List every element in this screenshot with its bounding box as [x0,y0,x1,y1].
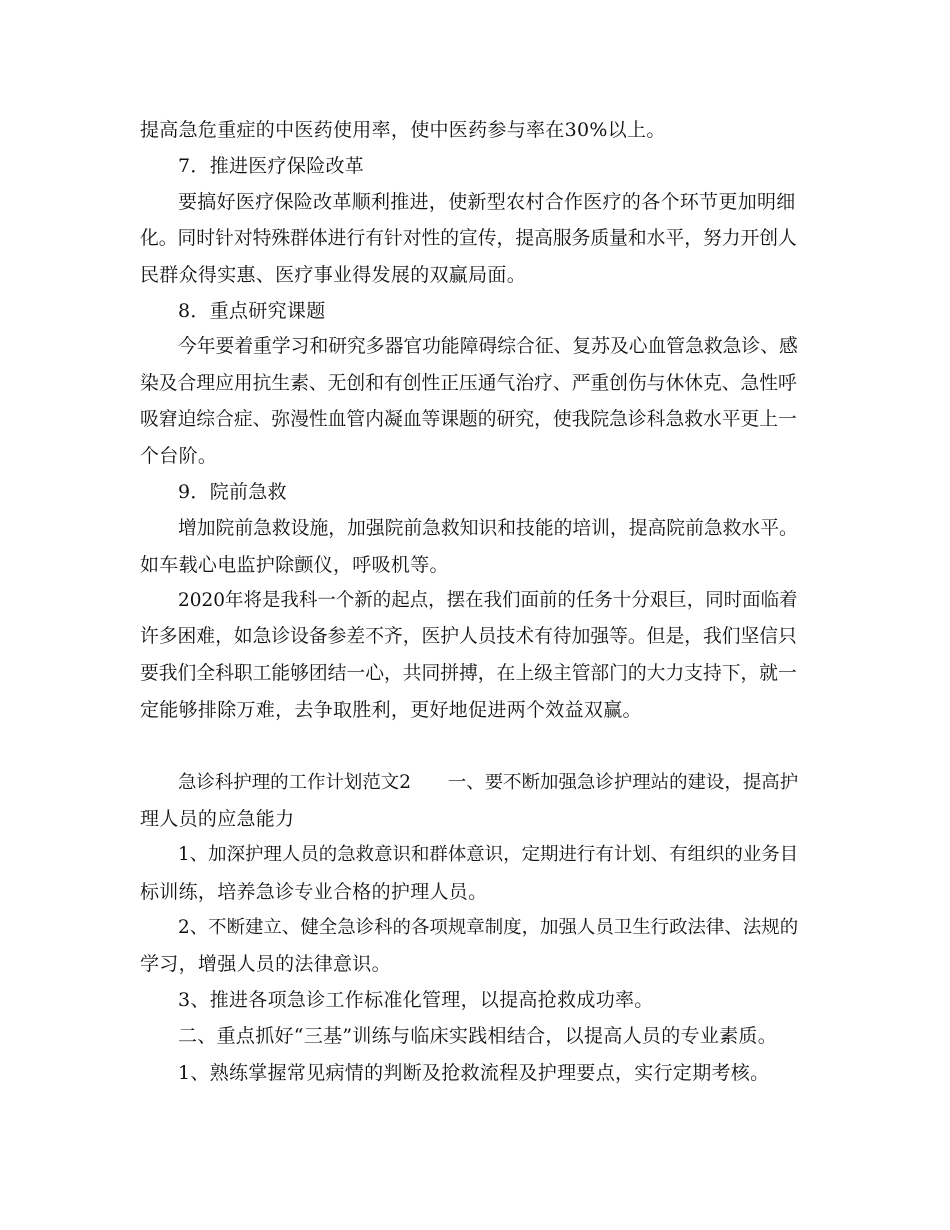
text-line: 化。同时针对特殊群体进行有针对性的宣传，提高服务质量和水平，努力开创人 [140,228,797,249]
text-line: 二、重点抓好“三基”训练与临床实践相结合，以提高人员的专业素质。 [178,1025,778,1047]
text-line: 个台阶。 [140,445,218,467]
text-line: 吸窘迫综合症、弥漫性血管内凝血等课题的研究，使我院急诊科急救水平更上一 [140,409,797,430]
section-heading: 7．推进医疗保险改革 [178,155,365,177]
text-line: 标训练，培养急诊专业合格的护理人员。 [140,881,488,903]
text-line: 3、推进各项急诊工作标准化管理，以提高抢救成功率。 [178,989,654,1011]
text-line: 1、熟练掌握常见病情的判断及抢救流程及护理要点，实行定期考核。 [178,1062,770,1084]
text-line: 2、不断建立、健全急诊科的各项规章制度，加强人员卫生行政法律、法规的 [178,917,799,938]
text-line: 如车载心电监护除颤仪，呼吸机等。 [140,554,449,576]
text-line: 要我们全科职工能够团结一心，共同拼搏，在上级主管部门的大力支持下，就一 [140,663,797,684]
text-line: 2020年将是我科一个新的起点，摆在我们面前的任务十分艰巨，同时面临着 [178,590,798,611]
text-line: 提高急危重症的中医药使用率，使中医药参与率在30%以上。 [140,119,666,141]
text-line: 许多困难，如急诊设备参差不齐，医护人员技术有待加强等。但是，我们坚信只 [140,626,797,647]
text-line: 1、加深护理人员的急救意识和群体意识，定期进行有计划、有组织的业务目 [178,844,799,865]
text-line: 民群众得实惠、医疗事业得发展的双赢局面。 [140,264,527,286]
text-line: 学习，增强人员的法律意识。 [140,953,391,975]
section-heading: 9．院前急救 [178,481,287,503]
section-heading: 急诊科护理的工作计划范文2 一、要不断加强急诊护理站的建设，提高护 [178,772,799,793]
text-line: 今年要着重学习和研究多器官功能障碍综合征、复苏及心血管急救急诊、感 [178,336,798,357]
section-heading: 8．重点研究课题 [178,300,326,322]
text-line: 定能够排除万难，去争取胜利，更好地促进两个效益双赢。 [140,699,642,721]
text-line: 要搞好医疗保险改革顺利推进，使新型农村合作医疗的各个环节更加明细 [178,191,796,213]
text-line: 理人员的应急能力 [140,808,295,830]
text-line: 染及合理应用抗生素、无创和有创性正压通气治疗、严重创伤与休休克、急性呼 [140,373,797,394]
text-line: 增加院前急救设施，加强院前急救知识和技能的培训，提高院前急救水平。 [178,518,798,539]
